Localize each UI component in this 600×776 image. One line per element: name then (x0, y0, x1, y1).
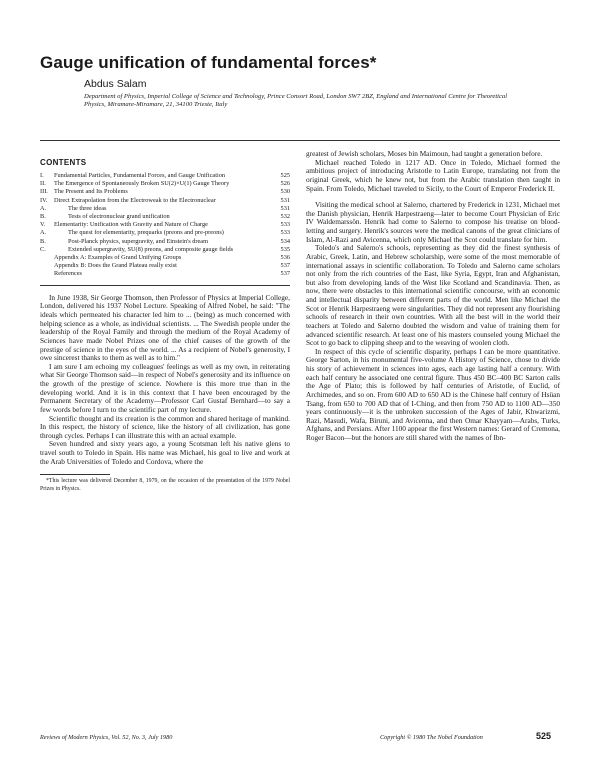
contents-entry-number: B. (40, 212, 46, 220)
contents-entry (40, 205, 290, 213)
contents-entry-page: 525 (280, 172, 290, 179)
paragraph: In respect of this cycle of scientific disparity, perhaps I can be more quantitative. George Sarton, in his monumental five-volume A History of Science, chose to divide his story of achievement in sciences into ages, each age lasting half a century. With each half century he associated one central figure. Thus 450 BC–400 BC Sarton calls the Age of Plato; this is followed by half centuries of Aristotle, of Euclid, of Archimedes, and so on. From 600 AD to 650 AD is the Chinese half century of Hsüan Tsang, from 650 to 700 AD that of I-Ching, and then from 750 AD to 1100 AD—350 years continuously—it is the unbroken succession of the Ages of Jabir, Khwarizmi, Razi, Masudi, Wafa, Biruni, and Avicenna, and then Omar Khayyam—Arabs, Turks, Afghans, and Persians. After 1100 appear the first Western names: Gerard of Cremona, Roger Bacon—but the honors are still shared with the names of Ibn- (306, 346, 560, 442)
contents-entry-title: The three ideas (68, 204, 107, 212)
contents-entry-title: Extended supergravity, SU(8) preons, and composite gauge fields (68, 245, 234, 253)
author-name: Abdus Salam (84, 78, 147, 90)
contents-entry (40, 254, 290, 262)
contents-entry-title: The Emergence of Spontaneously Broken SU(2)×U(1) Gauge Theory (54, 180, 230, 188)
contents-entry-page: 526 (280, 180, 290, 188)
footnote-rule (40, 474, 110, 475)
contents-entry (40, 238, 290, 246)
left-body-text (40, 294, 290, 467)
contents-entry-page: 535 (280, 245, 290, 253)
contents-entry-title: Direct Extrapolation from the Electroweak to the Electronuclear (54, 196, 216, 204)
contents-entry-title: Appendix B: Does the Grand Plateau really exist (54, 262, 177, 270)
contents-entry (40, 197, 290, 205)
contents-entry-page: 533 (280, 221, 290, 229)
right-column (306, 150, 560, 443)
contents-entry-page: 533 (280, 229, 290, 237)
contents-entry-number: II. (40, 180, 46, 188)
contents-entry-page: 537 (280, 270, 290, 278)
paragraph: Toledo's and Salerno's schools, representing as they did the finest synthesis of Arabic, Greek, Latin, and Hebrew scholarship, were some of the most memorable of international assays in scientific collaboration. To Toledo and Salerno came scholars not only from the rich countries of the East, like Syria, Egypt, Iran and Afghanistan, but also from developing lands of the West like Scotland and Scandinavia. Then, as now, there were obstacles to this international scientific concourse, with an economic and intellectual disparity between different parts of the world. Men like Michael the Scot or Henrik Harpestraeng were singularities. They did not represent any flourishing schools of research in their own countries. With all the best will in the world their teachers at Toledo and Salerno doubted the wisdom and value of training them for advanced scientific research. At least one of his masters counseled young Michael the Scot to go back to clipping sheep and to the weaving of woolen cloth. (306, 243, 560, 348)
contents-entry-number: I. (40, 172, 44, 179)
contents-entry-page: 531 (280, 196, 290, 204)
contents-entry-number: A. (40, 204, 47, 212)
contents-entry-page: 531 (280, 204, 290, 212)
contents-entry (40, 221, 290, 229)
paragraph: I am sure I am echoing my colleagues' feelings as well as my own, in reiterating what Sir George Thomson said—in respect of Nobel's generosity and its influence on the growth of the prestige of science. Nowhere is this more true than in the developing world. And it is in this context that I have been encouraged by the Permanent Secretary of the Academy—Professor Carl Gustaf Bernhard—to say a few words before I turn to the scientific part of my lecture. (40, 361, 290, 414)
contents-entry-title: The quest for elementarity, prequarks (preons and pre-preons) (68, 229, 224, 237)
paragraph: In June 1938, Sir George Thomson, then Professor of Physics at Imperial College, London, delivered his 1937 Nobel Lecture. Speaking of Alfred Nobel, he said: "The ideals which permeated his character led him to ... (being) as much concerned with helping science as a whole, as individual scientists. ... The Swedish people under the leadership of the Royal Family and through the medium of the Royal Academy of Sciences have made Nobel Prizes one of the chief causes of the growth of the prestige of science in the eyes of the world. ... As a recipient of Nobel's generosity, I owe sincerest thanks to them as well as to him." (40, 292, 290, 363)
contents-entry (40, 262, 290, 270)
copyright-notice: Copyright © 1980 The Nobel Foundation (380, 734, 483, 741)
contents-entry (40, 270, 290, 278)
contents-entry (40, 246, 290, 254)
contents-entry-number: IV. (40, 196, 48, 204)
contents-entry-number: C. (40, 245, 46, 253)
contents-entry-title: Post-Planck physics, supergravity, and Einstein's dream (68, 237, 208, 245)
contents-entry (40, 172, 290, 180)
paragraph: Scientific thought and its creation is the common and shared heritage of mankind. In this respect, the history of science, like the history of all civilization, has gone through cycles. Perhaps I can illustrate this with an actual example. (40, 413, 290, 440)
paragraph: Visiting the medical school at Salerno, chartered by Frederick in 1231, Michael met the Danish physician, Henrik Harpestraeng—later to become Court Physician of Eric IV Waldemarssön. Henrik had come to Salerno to compose his treatise on blood-letting and surgery. Henrik's sources were the medical canons of the great clinicians of Islam, Al-Razi and Avicenna, which only Michael the Scot could translate for him. (306, 200, 560, 244)
header-rule (40, 140, 560, 141)
contents-entry-number: B. (40, 237, 46, 245)
journal-citation: Reviews of Modern Physics, Vol. 52, No. 3, July 1980 (40, 734, 173, 741)
paragraph: Michael reached Toledo in 1217 AD. Once in Toledo, Michael formed the ambitious project of introducing Aristotle to Latin Europe, translating not from the original Greek, which he knew not, but from the Arabic translation then taught in Spain. From Toledo, Michael traveled to Sicily, to the Court of Emperor Frederick II. (306, 157, 560, 193)
contents-entry-title: Elementarity: Unification with Gravity and Nature of Charge (54, 221, 208, 229)
paragraph: greatest of Jewish scholars, Moses bin Maimoun, had taught a generation before. (306, 149, 543, 158)
contents-entry (40, 229, 290, 237)
contents-entry-page: 530 (280, 188, 290, 196)
page-number: 525 (536, 731, 552, 741)
footnote: *This lecture was delivered December 8, 1979, on the occasion of the presentation of the 1979 Nobel Prizes in Physics. (40, 478, 290, 492)
contents-rule (40, 285, 290, 286)
left-column (40, 150, 290, 493)
contents-entry (40, 213, 290, 221)
contents-heading: CONTENTS (40, 158, 87, 167)
contents-entry-page: 532 (280, 212, 290, 220)
contents-entry-number: A. (40, 229, 47, 237)
contents-entry-number: III. (40, 188, 48, 196)
contents-entry-title: Appendix A: Examples of Grand Unifying Groups (54, 253, 182, 261)
contents-entry-page: 536 (280, 253, 290, 261)
contents-entry-title: Tests of electronuclear grand unification (68, 212, 170, 220)
author-affiliation: Department of Physics, Imperial College of Science and Technology, Prince Consort Road, London SW7 2BZ, England and International Centre for Theoretical Physics, Miramare-Miramare, 21, 34100 Trieste, Italy (84, 93, 508, 109)
contents-entry (40, 180, 290, 188)
contents-entry-title: The Present and Its Problems (54, 188, 128, 196)
contents-entry (40, 188, 290, 196)
contents-entry-title: References (54, 270, 82, 278)
contents-entry-page: 537 (280, 262, 290, 270)
table-of-contents (40, 172, 290, 278)
paper-title: Gauge unification of fundamental forces* (40, 53, 377, 72)
contents-entry-title: Fundamental Particles, Fundamental Forces, and Gauge Unification (54, 172, 226, 179)
contents-entry-number: V. (40, 221, 46, 229)
paragraph: Seven hundred and sixty years ago, a young Scotsman left his native glens to travel south to Toledo in Spain. His name was Michael, his goal to live and work at the Arab Universities of Toledo and Cordova, where the (40, 439, 290, 466)
contents-entry-page: 534 (280, 237, 290, 245)
